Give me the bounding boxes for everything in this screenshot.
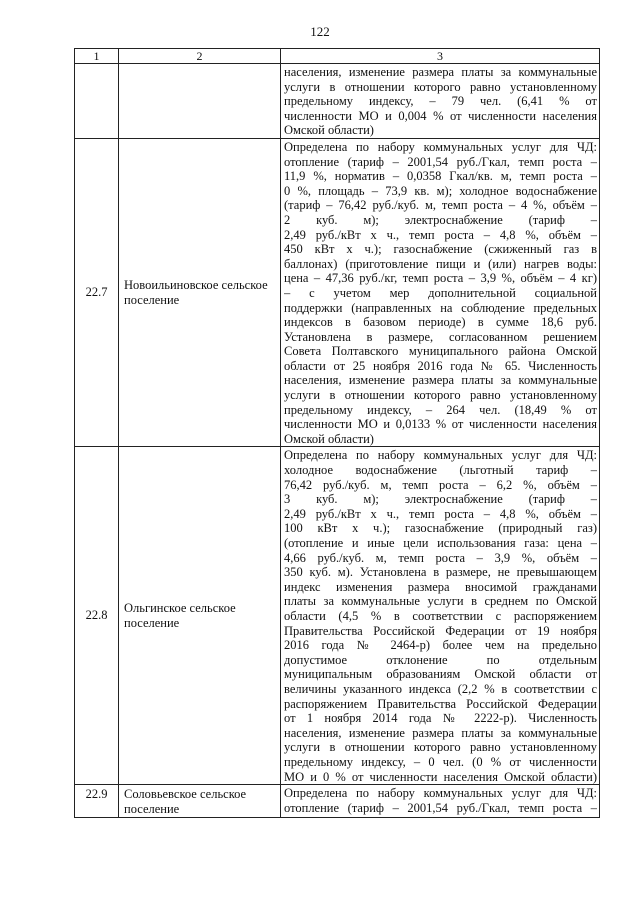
description-line: 450 кВт х ч.); газоснабжение (сжиженный газ в — [284, 242, 597, 257]
description-line: 2,49 руб./кВт х ч., темп роста – 4,8 %, объём – — [284, 506, 597, 521]
description-line: 2,49 руб./кВт х ч., темп роста – 4,8 %, объём – — [284, 227, 597, 242]
description-line: баллонах) (приготовление пищи и (или) нагрев воды: — [284, 256, 597, 271]
description-line: (тариф – 76,42 руб./куб. м, темп роста – 4 %, объём – — [284, 198, 597, 213]
row-number: 22.7 — [75, 138, 119, 446]
description-line: Правительства Российской Федерации от 19 ноября — [284, 623, 597, 638]
description-line: Омской области) — [284, 431, 374, 446]
fee-description — [281, 64, 600, 139]
description-line: предельному индексу, – 264 чел. (18,49 % от — [284, 402, 597, 417]
description-line: численности МО и 0,004 % от численности населения — [284, 108, 597, 123]
header-col-3: 3 — [281, 49, 600, 64]
fee-description — [281, 447, 600, 785]
description-line: от 1 ноября 2014 года № 2222-р). Численность — [284, 711, 597, 726]
description-line: холодное водоснабжение (льготный тариф – — [284, 463, 597, 478]
table-row — [75, 447, 600, 785]
description-line: услуги в отношении которого равно установленному — [284, 388, 597, 403]
row-number — [75, 64, 119, 139]
description-line: области от 25 ноября 2016 года № 65. Численность — [284, 358, 597, 373]
description-line: услуги в отношении которого равно установленному — [284, 740, 597, 755]
description-line: 76,42 руб./куб. м, темп роста – 6,2 %, объём – — [284, 477, 597, 492]
description-line: 350 куб. м). Установлена в размере, не превышающем — [284, 565, 597, 580]
fee-description — [281, 785, 600, 818]
page-number: 122 — [310, 24, 330, 39]
row-number: 22.8 — [75, 447, 119, 785]
description-line: Определена по набору коммунальных услуг для ЧД: — [284, 786, 597, 801]
description-line: МО и 0 % от численности населения Омской области) — [284, 769, 597, 784]
description-line: Определена по набору коммунальных услуг для ЧД: — [284, 448, 597, 463]
description-line: области (4,5 % в соответствии с распоряжением — [284, 608, 597, 623]
description-line: (отопление и иные цели использования газа: цена – — [284, 536, 597, 550]
description-line: Установлена в размере, согласованном решением — [284, 329, 597, 344]
table-row — [75, 138, 600, 446]
description-line: 4,66 руб./куб. м, темп роста – 3,9 %, объём – — [284, 550, 597, 565]
description-line: поддержки (направленных на соблюдение предельных — [284, 300, 597, 315]
description-line: муниципальным образованиям Омской области от — [284, 667, 597, 682]
description-line: распоряжением Правительства Российской Федерации — [284, 696, 597, 711]
settlement-name — [119, 64, 281, 139]
description-line: Определена по набору коммунальных услуг для ЧД: — [284, 139, 597, 154]
description-line: отопление (тариф – 2001,54 руб./Гкал, темп роста – — [284, 154, 597, 169]
settlement-name: Соловьевское сельское поселение — [119, 785, 281, 818]
description-line: 100 кВт х ч.); газоснабжение (природный газ) — [284, 521, 597, 536]
description-line: 2 куб. м); электроснабжение (тариф – — [284, 212, 597, 227]
description-line: платы за коммунальные услуги в среднем по Омской — [284, 594, 597, 609]
description-line: 11,9 %, норматив – 0,0358 Гкал/кв. м, темп роста – — [284, 169, 597, 184]
settlement-name: Ольгинское сельское поселение — [119, 447, 281, 785]
description-line: Совета Полтавского муниципального района Омской — [284, 344, 597, 359]
description-line: предельному индексу, – 0 чел. (0 % от численности — [284, 754, 597, 769]
description-line: цена – 47,36 руб./кг, темп роста – 3,9 %, объём – 4 кг) — [284, 271, 597, 286]
settlement-name: Новоильиновское сельское поселение — [119, 138, 281, 446]
description-line: отопление (тариф – 2001,54 руб./Гкал, темп роста – — [284, 800, 597, 815]
description-line: Омской области) — [284, 123, 374, 138]
description-line: 0 %, площадь – 73,9 кв. м); холодное водоснабжение — [284, 183, 597, 198]
table-row — [75, 64, 600, 139]
description-line: индексов в базовом периоде) в сумме 18,6 руб. — [284, 315, 597, 330]
description-line: населения, изменение размера платы за коммунальные — [284, 65, 597, 79]
fee-description — [281, 138, 600, 446]
table-row — [75, 785, 600, 818]
description-line: допустимое отклонение по отдельным — [284, 652, 597, 667]
description-line: численности МО и 0,0133 % от численности населения — [284, 417, 597, 432]
row-number: 22.9 — [75, 785, 119, 818]
description-line: величины указанного индекса (2,2 % в соответствии с — [284, 681, 597, 696]
description-line: 2016 года № 2464-р) более чем на предельно — [284, 638, 597, 653]
description-line: индекс изменения размера вносимой гражданами — [284, 579, 597, 594]
utility-fee-table — [74, 48, 600, 818]
description-line: 3 куб. м); электроснабжение (тариф – — [284, 492, 597, 507]
description-line: предельному индексу, – 79 чел. (6,41 % от — [284, 94, 597, 109]
table-header-row — [75, 49, 600, 64]
description-line: – с учетом мер дополнительной социальной — [284, 285, 597, 300]
header-col-1: 1 — [75, 49, 119, 64]
header-col-2: 2 — [119, 49, 281, 64]
description-line: населения, изменение размера платы за коммунальные — [284, 373, 597, 388]
description-line: населения, изменение размера платы за коммунальные — [284, 725, 597, 740]
description-line: услуги в отношении которого равно установленному — [284, 79, 597, 94]
